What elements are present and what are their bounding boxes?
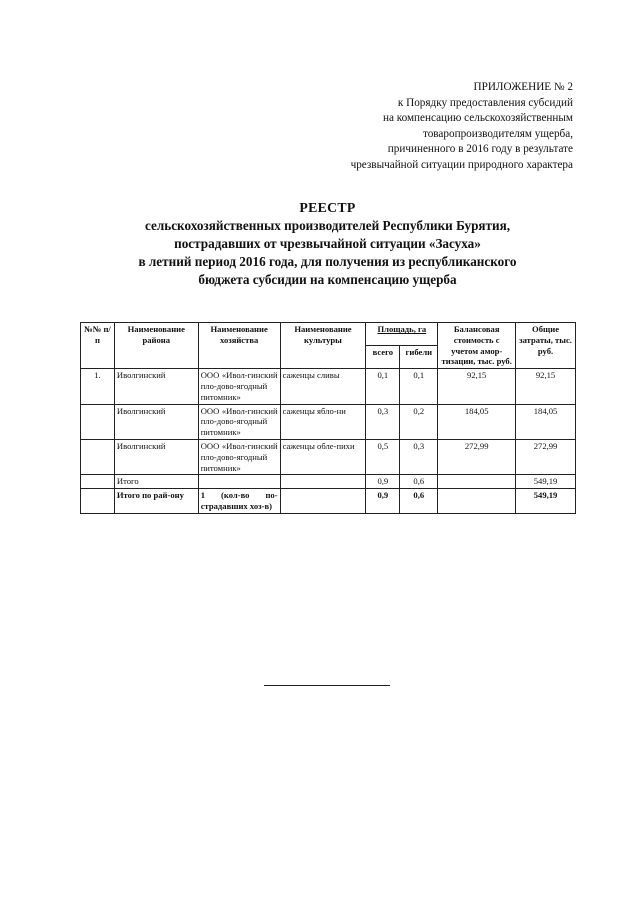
subtotal-area-total: 0,9 xyxy=(366,475,400,489)
cell-crop: саженцы сливы xyxy=(280,369,366,404)
district-total-label: Итого по рай-ону xyxy=(114,489,198,514)
cell-area-total: 0,1 xyxy=(366,369,400,404)
subtotal-label: Итого xyxy=(114,475,198,489)
cell-area-lost: 0,2 xyxy=(400,404,438,439)
subtotal-area-lost: 0,6 xyxy=(400,475,438,489)
cell-costs: 272,99 xyxy=(516,439,576,474)
district-total-area-lost: 0,6 xyxy=(400,489,438,514)
title-line: бюджета субсидии на компенсацию ущерба xyxy=(198,272,457,287)
appendix-line: к Порядку предоставления субсидий xyxy=(397,96,573,109)
cell-farm: ООО «Ивол-гинский пло-дово-ягодный питомник» xyxy=(198,439,280,474)
closing-divider xyxy=(264,685,390,686)
cell-empty xyxy=(81,475,115,489)
cell-empty xyxy=(438,489,516,514)
cell-district: Иволгинский xyxy=(114,404,198,439)
cell-area-lost: 0,3 xyxy=(400,439,438,474)
cell-area-total: 0,3 xyxy=(366,404,400,439)
subtotal-costs: 549,19 xyxy=(516,475,576,489)
cell-district: Иволгинский xyxy=(114,439,198,474)
title-main: РЕЕСТР xyxy=(299,200,356,215)
appendix-header xyxy=(351,80,573,174)
registry-table xyxy=(80,322,576,514)
cell-empty xyxy=(438,475,516,489)
cell-costs: 184,05 xyxy=(516,404,576,439)
appendix-line: причиненного в 2016 году в результате xyxy=(387,143,573,156)
header-costs: Общие затраты, тыс. руб. xyxy=(516,323,576,369)
cell-num: 1. xyxy=(81,369,115,404)
cell-crop: саженцы ябло-ни xyxy=(280,404,366,439)
title-line: пострадавших от чрезвычайной ситуации «Засуха» xyxy=(174,236,481,251)
district-total-farms: 1 (кол-во по-страдавших хоз-в) xyxy=(198,489,280,514)
district-total-row xyxy=(81,489,576,514)
header-num: №№ п/п xyxy=(81,323,115,369)
appendix-line: товаропроизводителям ущерба, xyxy=(422,127,573,140)
district-total-area-total: 0,9 xyxy=(366,489,400,514)
table-row xyxy=(81,369,576,404)
cell-balance: 92,15 xyxy=(438,369,516,404)
header-balance: Балансовая стоимость с учетом амор-тизации, тыс. руб. xyxy=(438,323,516,369)
cell-empty xyxy=(280,475,366,489)
cell-farm: ООО «Ивол-гинский пло-дово-ягодный питомник» xyxy=(198,404,280,439)
header-area: Площадь, га xyxy=(366,323,438,346)
header-district: Наименование района xyxy=(114,323,198,369)
cell-empty xyxy=(81,489,115,514)
cell-area-lost: 0,1 xyxy=(400,369,438,404)
district-total-costs: 549,19 xyxy=(516,489,576,514)
cell-num xyxy=(81,439,115,474)
cell-costs: 92,15 xyxy=(516,369,576,404)
appendix-line: ПРИЛОЖЕНИЕ № 2 xyxy=(473,81,573,93)
cell-empty xyxy=(198,475,280,489)
subtotal-row xyxy=(81,475,576,489)
header-area-total: всего xyxy=(366,346,400,369)
document-title xyxy=(60,199,595,289)
header-row xyxy=(81,323,576,346)
table-row xyxy=(81,404,576,439)
cell-num xyxy=(81,404,115,439)
cell-crop: саженцы обле-пихи xyxy=(280,439,366,474)
cell-farm: ООО «Ивол-гинский пло-дово-ягодный питомник» xyxy=(198,369,280,404)
title-line: сельскохозяйственных производителей Республики Бурятия, xyxy=(144,218,511,233)
table-row xyxy=(81,439,576,474)
header-crop: Наименование культуры xyxy=(280,323,366,369)
cell-district: Иволгинский xyxy=(114,369,198,404)
header-area-lost: гибели xyxy=(400,346,438,369)
title-line: в летний период 2016 года, для получения из республиканского xyxy=(138,254,517,269)
cell-balance: 272,99 xyxy=(438,439,516,474)
appendix-line: на компенсацию сельскохозяйственным xyxy=(382,112,573,125)
header-farm: Наименование хозяйства xyxy=(198,323,280,369)
appendix-line: чрезвычайной ситуации природного характера xyxy=(350,158,573,171)
cell-balance: 184,05 xyxy=(438,404,516,439)
cell-area-total: 0,5 xyxy=(366,439,400,474)
cell-empty xyxy=(280,489,366,514)
